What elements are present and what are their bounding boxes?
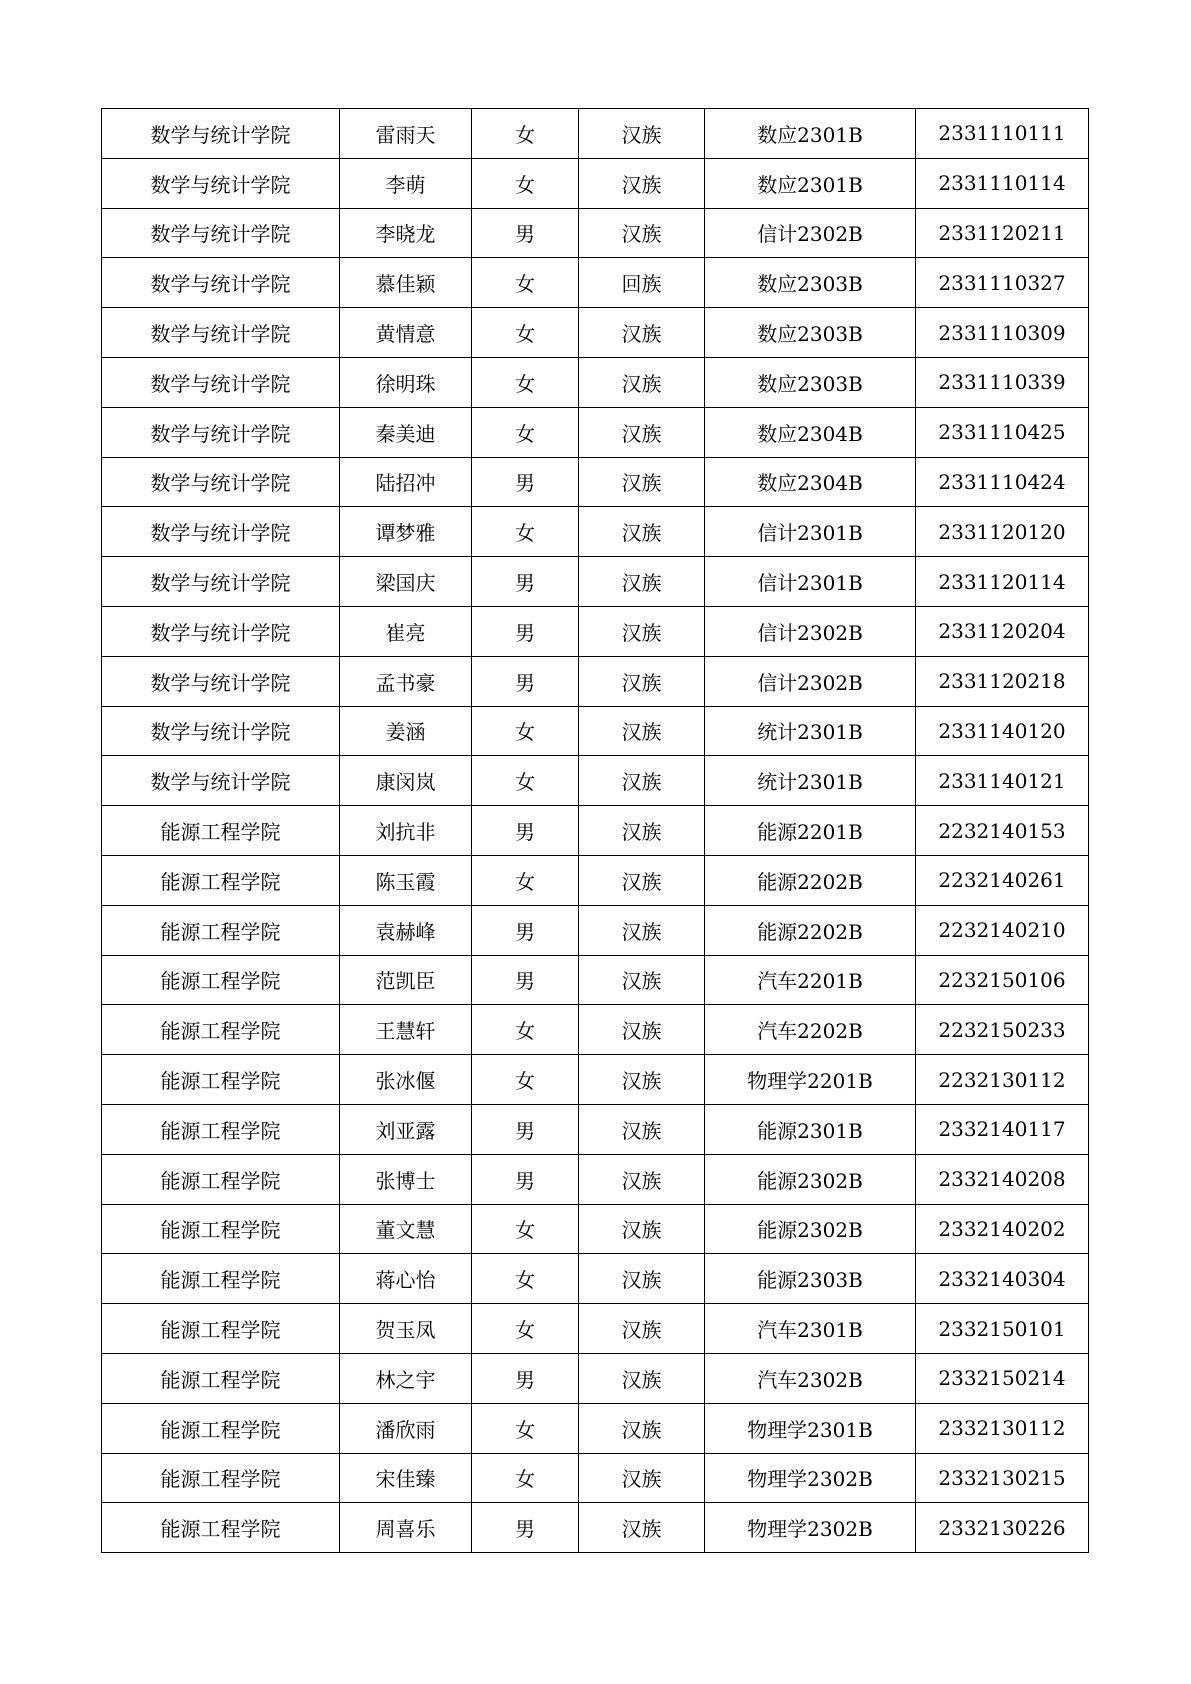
- class-cell: 数应2303B: [705, 308, 916, 358]
- name-cell: 周喜乐: [340, 1503, 472, 1553]
- student-id-cell: 2331110425: [916, 407, 1089, 457]
- ethnicity-cell: 汉族: [579, 706, 705, 756]
- name-cell: 潘欣雨: [340, 1403, 472, 1453]
- ethnicity-cell: 汉族: [579, 457, 705, 507]
- student-id-cell: 2332140117: [916, 1104, 1089, 1154]
- college-cell: 数学与统计学院: [102, 308, 340, 358]
- gender-cell: 女: [472, 1204, 579, 1254]
- name-cell: 谭梦雅: [340, 507, 472, 557]
- gender-cell: 男: [472, 955, 579, 1005]
- table-row: [102, 557, 1089, 607]
- college-cell: 数学与统计学院: [102, 109, 340, 159]
- gender-cell: 女: [472, 1304, 579, 1354]
- student-id-cell: 2332140304: [916, 1254, 1089, 1304]
- name-cell: 张冰偃: [340, 1055, 472, 1105]
- college-cell: 能源工程学院: [102, 1154, 340, 1204]
- name-cell: 蒋心怡: [340, 1254, 472, 1304]
- class-cell: 信计2302B: [705, 208, 916, 258]
- gender-cell: 女: [472, 1453, 579, 1503]
- college-cell: 能源工程学院: [102, 1055, 340, 1105]
- class-cell: 汽车2301B: [705, 1304, 916, 1354]
- student-id-cell: 2332140208: [916, 1154, 1089, 1204]
- table-row: [102, 656, 1089, 706]
- gender-cell: 女: [472, 357, 579, 407]
- student-id-cell: 2331120204: [916, 606, 1089, 656]
- name-cell: 李萌: [340, 158, 472, 208]
- ethnicity-cell: 汉族: [579, 557, 705, 607]
- name-cell: 崔亮: [340, 606, 472, 656]
- student-id-cell: 2331110339: [916, 357, 1089, 407]
- class-cell: 统计2301B: [705, 756, 916, 806]
- name-cell: 宋佳臻: [340, 1453, 472, 1503]
- ethnicity-cell: 汉族: [579, 905, 705, 955]
- ethnicity-cell: 汉族: [579, 955, 705, 1005]
- gender-cell: 男: [472, 1104, 579, 1154]
- name-cell: 姜涵: [340, 706, 472, 756]
- ethnicity-cell: 汉族: [579, 507, 705, 557]
- table-row: [102, 507, 1089, 557]
- name-cell: 慕佳颖: [340, 258, 472, 308]
- college-cell: 能源工程学院: [102, 1204, 340, 1254]
- class-cell: 统计2301B: [705, 706, 916, 756]
- table-row: [102, 955, 1089, 1005]
- ethnicity-cell: 汉族: [579, 1304, 705, 1354]
- college-cell: 数学与统计学院: [102, 606, 340, 656]
- gender-cell: 女: [472, 855, 579, 905]
- gender-cell: 男: [472, 606, 579, 656]
- gender-cell: 男: [472, 905, 579, 955]
- student-id-cell: 2331140120: [916, 706, 1089, 756]
- class-cell: 能源2202B: [705, 905, 916, 955]
- ethnicity-cell: 汉族: [579, 1055, 705, 1105]
- college-cell: 能源工程学院: [102, 1254, 340, 1304]
- class-cell: 能源2202B: [705, 855, 916, 905]
- college-cell: 能源工程学院: [102, 1503, 340, 1553]
- class-cell: 数应2301B: [705, 158, 916, 208]
- table-row: [102, 1104, 1089, 1154]
- class-cell: 信计2302B: [705, 606, 916, 656]
- student-id-cell: 2332150101: [916, 1304, 1089, 1354]
- student-id-cell: 2332130215: [916, 1453, 1089, 1503]
- roster-body: [102, 109, 1089, 1553]
- name-cell: 贺玉凤: [340, 1304, 472, 1354]
- class-cell: 数应2301B: [705, 109, 916, 159]
- student-id-cell: 2331110111: [916, 109, 1089, 159]
- ethnicity-cell: 汉族: [579, 1204, 705, 1254]
- college-cell: 数学与统计学院: [102, 557, 340, 607]
- ethnicity-cell: 汉族: [579, 1005, 705, 1055]
- gender-cell: 男: [472, 557, 579, 607]
- name-cell: 孟书豪: [340, 656, 472, 706]
- student-id-cell: 2331120120: [916, 507, 1089, 557]
- class-cell: 汽车2202B: [705, 1005, 916, 1055]
- ethnicity-cell: 汉族: [579, 855, 705, 905]
- table-row: [102, 756, 1089, 806]
- student-id-cell: 2332140202: [916, 1204, 1089, 1254]
- table-row: [102, 258, 1089, 308]
- gender-cell: 女: [472, 1005, 579, 1055]
- ethnicity-cell: 汉族: [579, 1403, 705, 1453]
- student-id-cell: 2331110114: [916, 158, 1089, 208]
- class-cell: 数应2304B: [705, 407, 916, 457]
- student-id-cell: 2332150214: [916, 1353, 1089, 1403]
- class-cell: 物理学2201B: [705, 1055, 916, 1105]
- student-id-cell: 2331140121: [916, 756, 1089, 806]
- ethnicity-cell: 汉族: [579, 656, 705, 706]
- college-cell: 数学与统计学院: [102, 756, 340, 806]
- gender-cell: 女: [472, 258, 579, 308]
- college-cell: 数学与统计学院: [102, 208, 340, 258]
- student-id-cell: 2232150233: [916, 1005, 1089, 1055]
- ethnicity-cell: 汉族: [579, 407, 705, 457]
- college-cell: 数学与统计学院: [102, 457, 340, 507]
- gender-cell: 女: [472, 756, 579, 806]
- table-row: [102, 1503, 1089, 1553]
- student-id-cell: 2232140261: [916, 855, 1089, 905]
- gender-cell: 女: [472, 109, 579, 159]
- student-id-cell: 2331110309: [916, 308, 1089, 358]
- college-cell: 能源工程学院: [102, 1104, 340, 1154]
- name-cell: 康闵岚: [340, 756, 472, 806]
- class-cell: 数应2304B: [705, 457, 916, 507]
- table-row: [102, 606, 1089, 656]
- table-row: [102, 1005, 1089, 1055]
- class-cell: 数应2303B: [705, 258, 916, 308]
- ethnicity-cell: 汉族: [579, 756, 705, 806]
- table-row: [102, 457, 1089, 507]
- student-id-cell: 2331120114: [916, 557, 1089, 607]
- gender-cell: 女: [472, 158, 579, 208]
- gender-cell: 女: [472, 507, 579, 557]
- name-cell: 张博士: [340, 1154, 472, 1204]
- college-cell: 数学与统计学院: [102, 357, 340, 407]
- student-id-cell: 2232130112: [916, 1055, 1089, 1105]
- gender-cell: 男: [472, 1154, 579, 1204]
- table-row: [102, 1353, 1089, 1403]
- college-cell: 数学与统计学院: [102, 656, 340, 706]
- gender-cell: 男: [472, 1503, 579, 1553]
- table-row: [102, 1453, 1089, 1503]
- ethnicity-cell: 汉族: [579, 208, 705, 258]
- table-row: [102, 1055, 1089, 1105]
- student-id-cell: 2331120211: [916, 208, 1089, 258]
- college-cell: 数学与统计学院: [102, 706, 340, 756]
- college-cell: 能源工程学院: [102, 1353, 340, 1403]
- table-row: [102, 308, 1089, 358]
- college-cell: 能源工程学院: [102, 1453, 340, 1503]
- table-row: [102, 806, 1089, 856]
- student-id-cell: 2331110327: [916, 258, 1089, 308]
- name-cell: 林之宇: [340, 1353, 472, 1403]
- gender-cell: 男: [472, 1353, 579, 1403]
- gender-cell: 女: [472, 1403, 579, 1453]
- class-cell: 能源2201B: [705, 806, 916, 856]
- gender-cell: 男: [472, 656, 579, 706]
- college-cell: 数学与统计学院: [102, 507, 340, 557]
- ethnicity-cell: 汉族: [579, 1154, 705, 1204]
- class-cell: 数应2303B: [705, 357, 916, 407]
- student-id-cell: 2331120218: [916, 656, 1089, 706]
- name-cell: 范凯臣: [340, 955, 472, 1005]
- student-id-cell: 2331110424: [916, 457, 1089, 507]
- name-cell: 袁赫峰: [340, 905, 472, 955]
- table-row: [102, 905, 1089, 955]
- table-row: [102, 109, 1089, 159]
- class-cell: 能源2302B: [705, 1154, 916, 1204]
- name-cell: 董文慧: [340, 1204, 472, 1254]
- ethnicity-cell: 回族: [579, 258, 705, 308]
- table-row: [102, 706, 1089, 756]
- table-row: [102, 1204, 1089, 1254]
- gender-cell: 男: [472, 457, 579, 507]
- college-cell: 数学与统计学院: [102, 158, 340, 208]
- student-id-cell: 2332130226: [916, 1503, 1089, 1553]
- class-cell: 能源2302B: [705, 1204, 916, 1254]
- gender-cell: 男: [472, 208, 579, 258]
- table-row: [102, 357, 1089, 407]
- college-cell: 数学与统计学院: [102, 407, 340, 457]
- gender-cell: 女: [472, 1254, 579, 1304]
- class-cell: 物理学2302B: [705, 1453, 916, 1503]
- student-id-cell: 2232140153: [916, 806, 1089, 856]
- gender-cell: 女: [472, 1055, 579, 1105]
- name-cell: 秦美迪: [340, 407, 472, 457]
- class-cell: 物理学2302B: [705, 1503, 916, 1553]
- table-row: [102, 1403, 1089, 1453]
- college-cell: 能源工程学院: [102, 1403, 340, 1453]
- college-cell: 能源工程学院: [102, 955, 340, 1005]
- student-id-cell: 2232150106: [916, 955, 1089, 1005]
- ethnicity-cell: 汉族: [579, 109, 705, 159]
- name-cell: 刘抗非: [340, 806, 472, 856]
- ethnicity-cell: 汉族: [579, 1503, 705, 1553]
- college-cell: 能源工程学院: [102, 806, 340, 856]
- ethnicity-cell: 汉族: [579, 308, 705, 358]
- table-row: [102, 158, 1089, 208]
- student-id-cell: 2332130112: [916, 1403, 1089, 1453]
- ethnicity-cell: 汉族: [579, 1453, 705, 1503]
- name-cell: 徐明珠: [340, 357, 472, 407]
- student-roster-table: [101, 108, 1089, 1553]
- table-row: [102, 855, 1089, 905]
- class-cell: 汽车2302B: [705, 1353, 916, 1403]
- class-cell: 信计2301B: [705, 507, 916, 557]
- table-row: [102, 407, 1089, 457]
- class-cell: 物理学2301B: [705, 1403, 916, 1453]
- class-cell: 信计2302B: [705, 656, 916, 706]
- class-cell: 能源2301B: [705, 1104, 916, 1154]
- gender-cell: 女: [472, 407, 579, 457]
- college-cell: 能源工程学院: [102, 1005, 340, 1055]
- name-cell: 陈玉霞: [340, 855, 472, 905]
- ethnicity-cell: 汉族: [579, 1254, 705, 1304]
- gender-cell: 女: [472, 706, 579, 756]
- name-cell: 雷雨天: [340, 109, 472, 159]
- table-row: [102, 1304, 1089, 1354]
- table-row: [102, 1154, 1089, 1204]
- college-cell: 能源工程学院: [102, 1304, 340, 1354]
- name-cell: 陆招冲: [340, 457, 472, 507]
- class-cell: 汽车2201B: [705, 955, 916, 1005]
- class-cell: 能源2303B: [705, 1254, 916, 1304]
- gender-cell: 女: [472, 308, 579, 358]
- class-cell: 信计2301B: [705, 557, 916, 607]
- ethnicity-cell: 汉族: [579, 1104, 705, 1154]
- college-cell: 能源工程学院: [102, 905, 340, 955]
- name-cell: 王慧轩: [340, 1005, 472, 1055]
- table-row: [102, 208, 1089, 258]
- name-cell: 黄情意: [340, 308, 472, 358]
- college-cell: 能源工程学院: [102, 855, 340, 905]
- ethnicity-cell: 汉族: [579, 158, 705, 208]
- name-cell: 刘亚露: [340, 1104, 472, 1154]
- ethnicity-cell: 汉族: [579, 1353, 705, 1403]
- name-cell: 梁国庆: [340, 557, 472, 607]
- gender-cell: 男: [472, 806, 579, 856]
- ethnicity-cell: 汉族: [579, 606, 705, 656]
- name-cell: 李晓龙: [340, 208, 472, 258]
- student-id-cell: 2232140210: [916, 905, 1089, 955]
- ethnicity-cell: 汉族: [579, 357, 705, 407]
- ethnicity-cell: 汉族: [579, 806, 705, 856]
- college-cell: 数学与统计学院: [102, 258, 340, 308]
- table-row: [102, 1254, 1089, 1304]
